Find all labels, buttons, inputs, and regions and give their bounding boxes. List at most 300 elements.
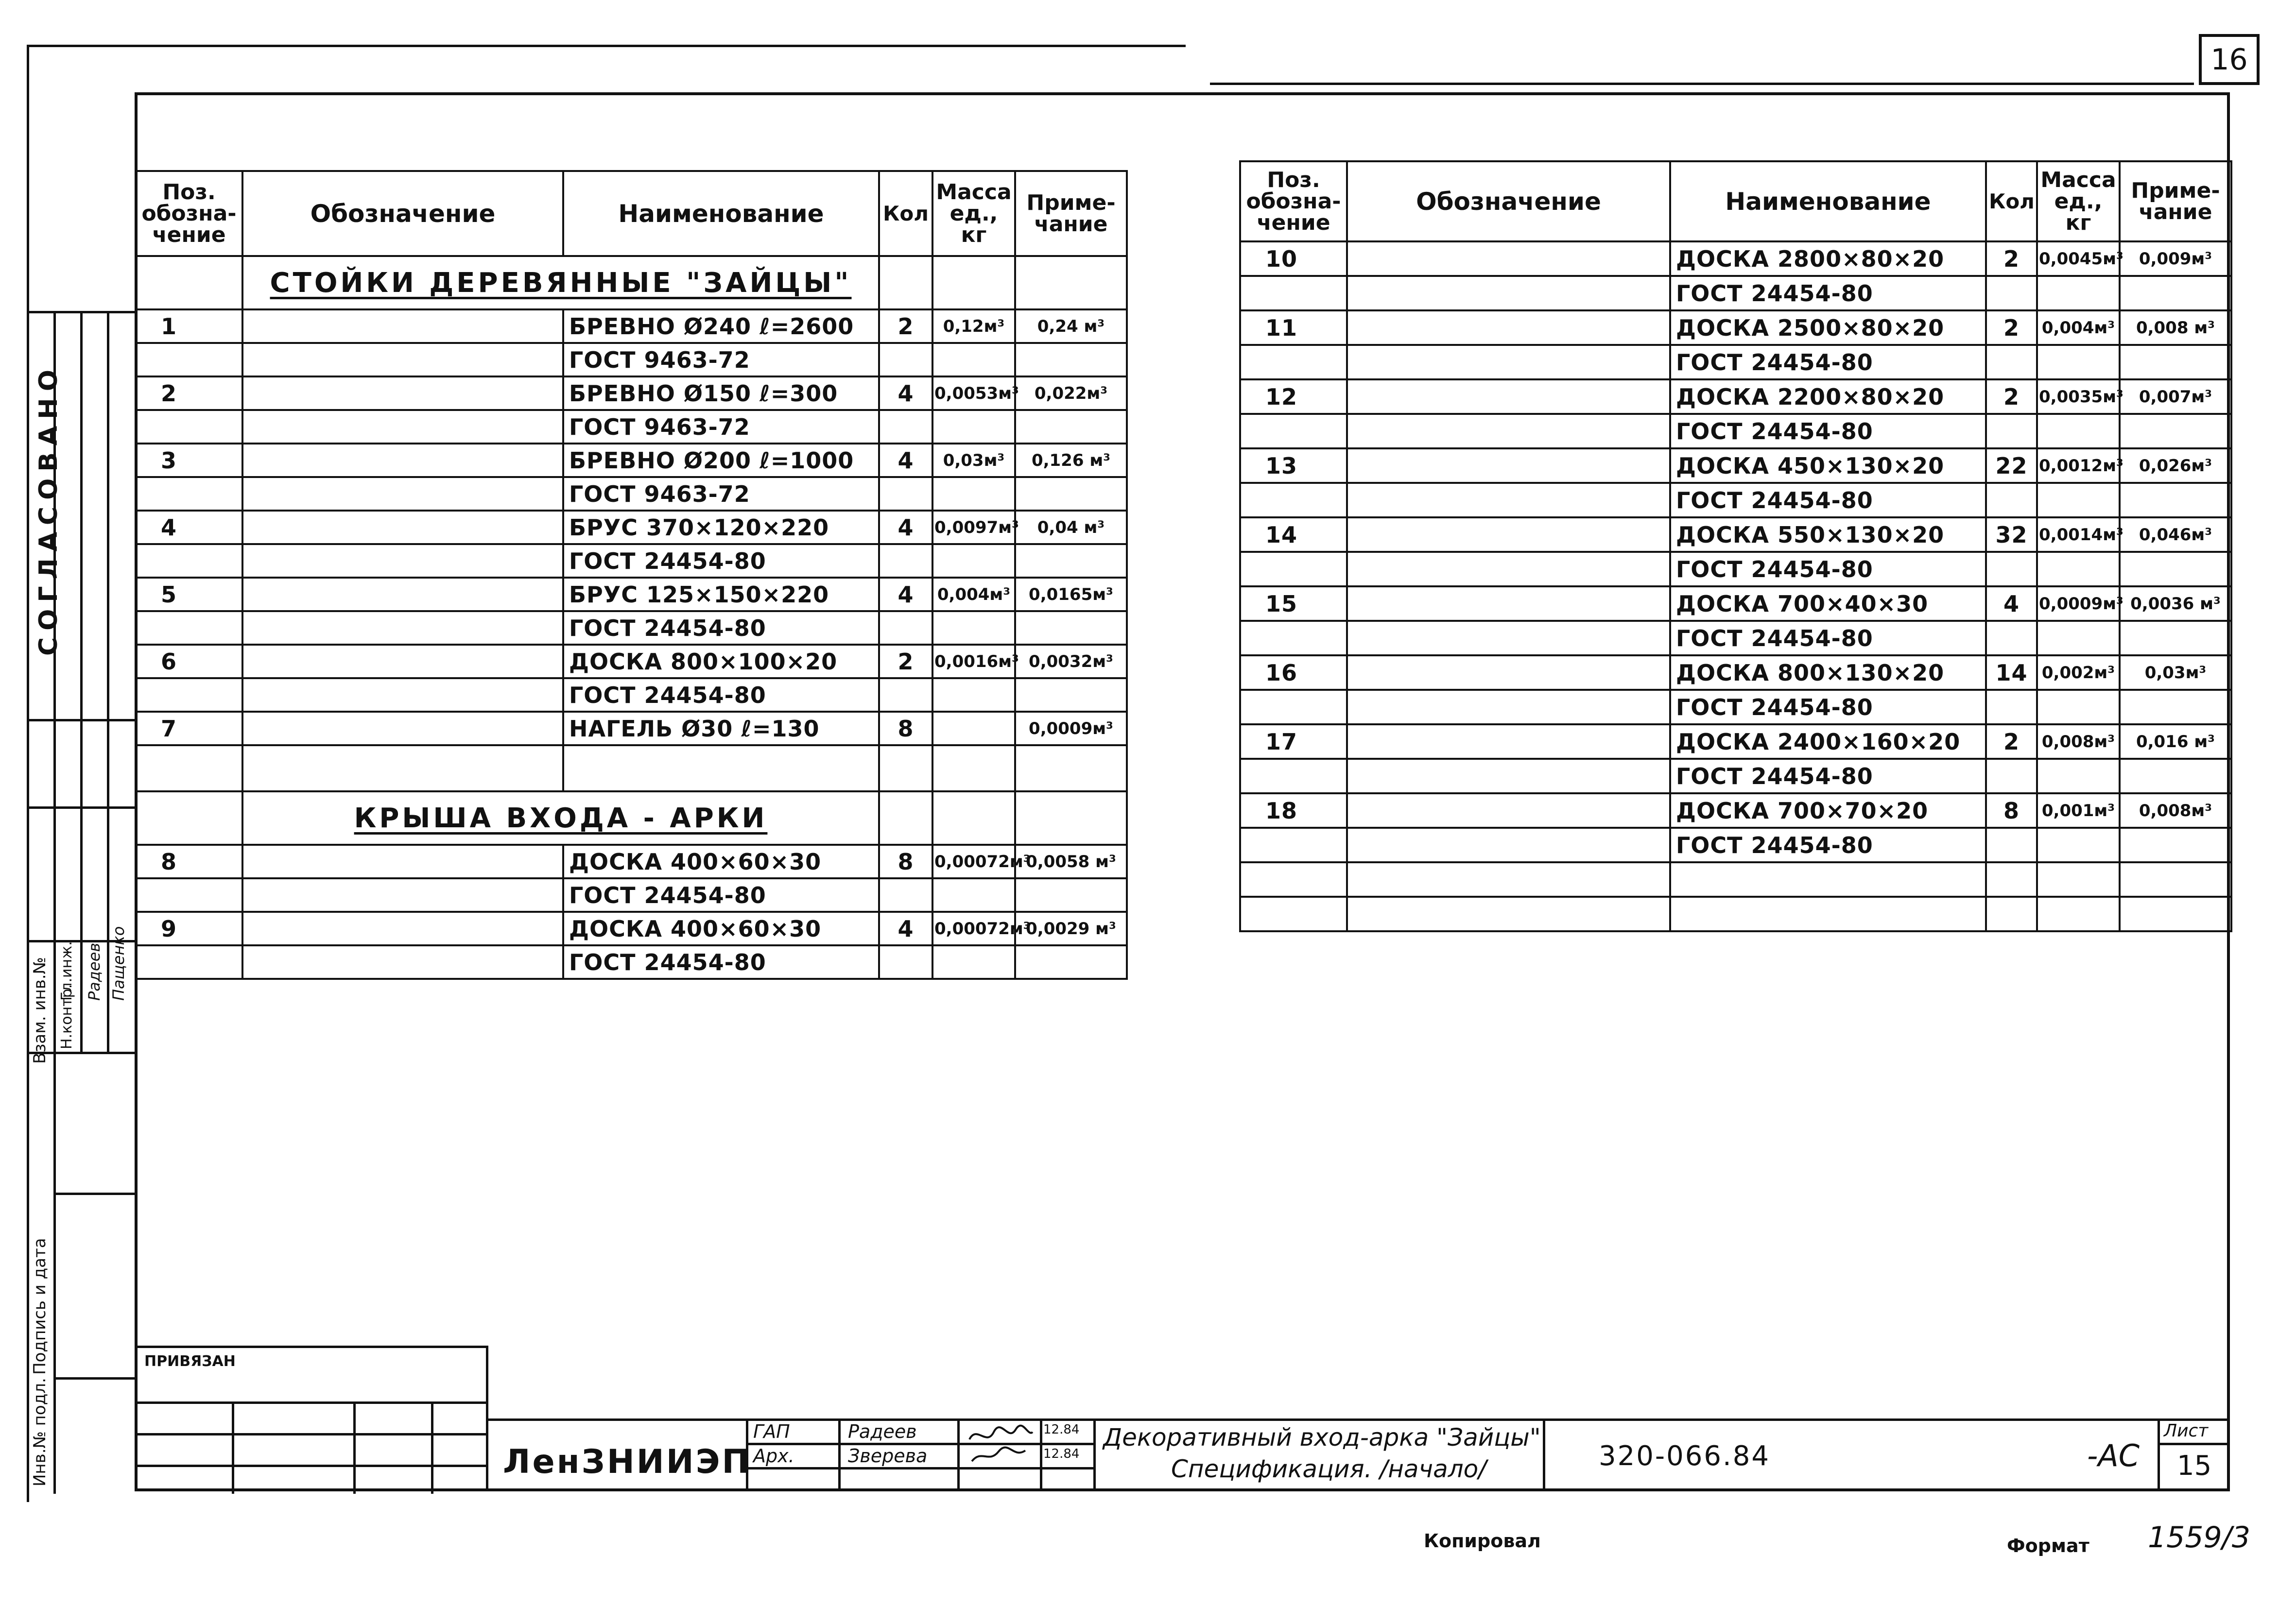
- position-cell: [136, 611, 242, 645]
- table-row: [1240, 862, 2231, 897]
- name-cell: ДОСКА 2800×80×20: [1670, 241, 1986, 276]
- note-cell: 0,026м³: [2120, 448, 2231, 483]
- quantity-cell: 14: [1986, 655, 2037, 690]
- name-cell: ГОСТ 24454-80: [1670, 483, 1986, 517]
- designation-cell: [242, 712, 563, 745]
- name-cell: БРУС 125×150×220: [563, 578, 879, 611]
- position-cell: 9: [136, 912, 242, 945]
- note-cell: [1015, 611, 1127, 645]
- name-gap: Радеев: [848, 1421, 917, 1442]
- designation-cell: [242, 645, 563, 678]
- table-row: [1240, 241, 2231, 276]
- quantity-cell: 4: [879, 511, 932, 544]
- top-border-right: [1210, 83, 2194, 85]
- mass-cell: [2037, 897, 2120, 931]
- footer-format-value: 1559/3: [2148, 1521, 2251, 1555]
- position-cell: [1240, 276, 1347, 310]
- col-designation-header: Обозначение: [242, 171, 563, 256]
- quantity-cell: 2: [1986, 379, 2037, 414]
- name-cell: ДОСКА 400×60×30: [563, 912, 879, 945]
- note-cell: [2120, 621, 2231, 655]
- mass-cell: 0,0053м³: [932, 376, 1015, 410]
- quantity-cell: 2: [879, 645, 932, 678]
- quantity-cell: [879, 343, 932, 376]
- mass-cell: [2037, 483, 2120, 517]
- mass-cell: [2037, 862, 2120, 897]
- position-cell: 3: [136, 444, 242, 477]
- quantity-cell: 4: [1986, 586, 2037, 621]
- table-row: [136, 578, 1127, 611]
- mass-cell: [2037, 345, 2120, 379]
- doc-suffix: -АС: [2087, 1438, 2140, 1473]
- table-row: [1240, 276, 2231, 310]
- note-cell: [1015, 477, 1127, 511]
- position-cell: 13: [1240, 448, 1347, 483]
- mass-cell: 0,12м³: [932, 309, 1015, 343]
- quantity-cell: 4: [879, 444, 932, 477]
- right-table-header: [1240, 161, 2231, 241]
- designation-cell: [1347, 759, 1670, 793]
- position-cell: [136, 343, 242, 376]
- table-row: [1240, 379, 2231, 414]
- designation-cell: [1347, 690, 1670, 724]
- mass-cell: 0,0097м³: [932, 511, 1015, 544]
- designation-cell: [242, 578, 563, 611]
- note-cell: 0,009м³: [2120, 241, 2231, 276]
- col-mass-header: Масса ед., кг: [932, 171, 1015, 256]
- designation-cell: [242, 611, 563, 645]
- name-cell: БРЕВНО Ø240 ℓ=2600: [563, 309, 879, 343]
- position-cell: 7: [136, 712, 242, 745]
- top-border-left: [27, 45, 1186, 47]
- quantity-cell: [1986, 276, 2037, 310]
- table-row: [136, 712, 1127, 745]
- designation-cell: [242, 343, 563, 376]
- col-note-header: Приме- чание: [1015, 171, 1127, 256]
- section-title-roof: КРЫША ВХОДА - АРКИ: [242, 791, 879, 845]
- strip-name-1: Радеев: [85, 942, 104, 1001]
- mass-cell: 0,008м³: [2037, 724, 2120, 759]
- quantity-cell: [1986, 414, 2037, 448]
- mass-cell: [932, 712, 1015, 745]
- note-cell: 0,03м³: [2120, 655, 2231, 690]
- mass-cell: 0,00072м³: [932, 845, 1015, 878]
- note-cell: 0,0009м³: [1015, 712, 1127, 745]
- designation-cell: [242, 309, 563, 343]
- designation-cell: [1347, 552, 1670, 586]
- table-row: [136, 343, 1127, 376]
- note-cell: [1015, 945, 1127, 979]
- name-cell: БРЕВНО Ø200 ℓ=1000: [563, 444, 879, 477]
- quantity-cell: 22: [1986, 448, 2037, 483]
- name-cell: ГОСТ 24454-80: [563, 544, 879, 578]
- mass-cell: [2037, 552, 2120, 586]
- table-row: [1240, 828, 2231, 862]
- table-row: [1240, 517, 2231, 552]
- mass-cell: [932, 343, 1015, 376]
- note-cell: [1015, 343, 1127, 376]
- name-cell: ГОСТ 24454-80: [1670, 690, 1986, 724]
- role-gap: ГАП: [753, 1421, 790, 1442]
- sheet-label: Лист: [2164, 1421, 2209, 1441]
- name-cell: ДОСКА 450×130×20: [1670, 448, 1986, 483]
- table-row: [136, 878, 1127, 912]
- name-cell: ДОСКА 700×40×30: [1670, 586, 1986, 621]
- quantity-cell: [1986, 897, 2037, 931]
- position-cell: 2: [136, 376, 242, 410]
- position-cell: 18: [1240, 793, 1347, 828]
- quantity-cell: 4: [879, 578, 932, 611]
- name-cell: ГОСТ 24454-80: [563, 878, 879, 912]
- designation-cell: [242, 544, 563, 578]
- note-cell: 0,0032м³: [1015, 645, 1127, 678]
- mass-cell: [932, 878, 1015, 912]
- position-cell: [1240, 414, 1347, 448]
- table-row: [1240, 897, 2231, 931]
- mass-cell: 0,03м³: [932, 444, 1015, 477]
- quantity-cell: [1986, 862, 2037, 897]
- mass-cell: 0,002м³: [2037, 655, 2120, 690]
- note-cell: [2120, 690, 2231, 724]
- position-cell: [1240, 483, 1347, 517]
- drawing-title-1: Декоративный вход-арка "Зайцы": [1103, 1423, 1541, 1452]
- col-pos-header: Поз. обозна- чение: [1240, 161, 1347, 241]
- name-cell: ДОСКА 2200×80×20: [1670, 379, 1986, 414]
- position-cell: [1240, 828, 1347, 862]
- mass-cell: 0,0045м³: [2037, 241, 2120, 276]
- note-cell: [2120, 276, 2231, 310]
- quantity-cell: 8: [1986, 793, 2037, 828]
- name-cell: ГОСТ 9463-72: [563, 343, 879, 376]
- quantity-cell: [879, 611, 932, 645]
- note-cell: [1015, 544, 1127, 578]
- position-cell: 14: [1240, 517, 1347, 552]
- right-spec-table: [1239, 160, 2232, 932]
- role-label-1: Н.контр.: [58, 984, 75, 1049]
- quantity-cell: [879, 678, 932, 712]
- org-name: ЛенЗНИИЭП: [503, 1443, 752, 1481]
- role-label-2: Гл.инж.: [58, 941, 75, 1001]
- mass-cell: [2037, 414, 2120, 448]
- name-cell: БРЕВНО Ø150 ℓ=300: [563, 376, 879, 410]
- drawing-title-2: Спецификация. /начало/: [1171, 1455, 1487, 1483]
- note-cell: 0,0029 м³: [1015, 912, 1127, 945]
- mass-cell: 0,0014м³: [2037, 517, 2120, 552]
- name-cell: ДОСКА 2500×80×20: [1670, 310, 1986, 345]
- table-row: [136, 376, 1127, 410]
- quantity-cell: [1986, 621, 2037, 655]
- sheet-number: 15: [2177, 1450, 2212, 1482]
- title-block: [488, 1418, 2230, 1491]
- mass-cell: [2037, 690, 2120, 724]
- position-cell: 17: [1240, 724, 1347, 759]
- attached-label: ПРИВЯЗАН: [144, 1353, 236, 1370]
- designation-cell: [1347, 897, 1670, 931]
- designation-cell: [1347, 517, 1670, 552]
- position-cell: [1240, 759, 1347, 793]
- designation-cell: [1347, 414, 1670, 448]
- mass-cell: [932, 611, 1015, 645]
- table-row: [1240, 690, 2231, 724]
- note-cell: 0,0058 м³: [1015, 845, 1127, 878]
- name-cell: ГОСТ 24454-80: [563, 945, 879, 979]
- note-cell: [2120, 552, 2231, 586]
- name-cell: ГОСТ 24454-80: [1670, 345, 1986, 379]
- role-arch: Арх.: [753, 1445, 794, 1467]
- table-row: [136, 912, 1127, 945]
- section-title-stands: СТОЙКИ ДЕРЕВЯННЫЕ "ЗАЙЦЫ": [242, 256, 879, 309]
- position-cell: [136, 477, 242, 511]
- note-cell: 0,008м³: [2120, 793, 2231, 828]
- note-cell: [2120, 345, 2231, 379]
- table-row: [1240, 793, 2231, 828]
- designation-cell: [242, 511, 563, 544]
- footer-copied: Копировал: [1424, 1530, 1541, 1552]
- quantity-cell: 2: [1986, 241, 2037, 276]
- col-name-header: Наименование: [563, 171, 879, 256]
- designation-cell: [242, 878, 563, 912]
- quantity-cell: [879, 878, 932, 912]
- designation-cell: [242, 678, 563, 712]
- designation-cell: [1347, 862, 1670, 897]
- position-cell: 15: [1240, 586, 1347, 621]
- sign-date-label: Подпись и дата: [30, 1238, 50, 1375]
- col-note-header: Приме- чание: [2120, 161, 2231, 241]
- designation-cell: [1347, 793, 1670, 828]
- quantity-cell: 8: [879, 712, 932, 745]
- designation-cell: [1347, 621, 1670, 655]
- name-cell: ГОСТ 24454-80: [1670, 759, 1986, 793]
- note-cell: 0,0165м³: [1015, 578, 1127, 611]
- name-cell: ДОСКА 400×60×30: [563, 845, 879, 878]
- quantity-cell: [1986, 828, 2037, 862]
- mass-cell: [2037, 759, 2120, 793]
- table-row: [136, 444, 1127, 477]
- designation-cell: [242, 410, 563, 444]
- position-cell: [136, 544, 242, 578]
- note-cell: [2120, 897, 2231, 931]
- designation-cell: [1347, 655, 1670, 690]
- designation-cell: [1347, 276, 1670, 310]
- position-cell: [136, 945, 242, 979]
- note-cell: [2120, 862, 2231, 897]
- position-cell: [1240, 897, 1347, 931]
- name-cell: [1670, 862, 1986, 897]
- table-row: [136, 477, 1127, 511]
- name-cell: ГОСТ 24454-80: [1670, 828, 1986, 862]
- table-row: [136, 678, 1127, 712]
- table-row: [1240, 759, 2231, 793]
- name-arch: Зверева: [848, 1445, 928, 1467]
- note-cell: 0,008 м³: [2120, 310, 2231, 345]
- table-row: [136, 611, 1127, 645]
- name-cell: ДОСКА 700×70×20: [1670, 793, 1986, 828]
- quantity-cell: 32: [1986, 517, 2037, 552]
- designation-cell: [242, 444, 563, 477]
- name-cell: ГОСТ 24454-80: [1670, 414, 1986, 448]
- col-name-header: Наименование: [1670, 161, 1986, 241]
- table-row: [136, 511, 1127, 544]
- table-row: [1240, 586, 2231, 621]
- note-cell: 0,04 м³: [1015, 511, 1127, 544]
- table-row: [136, 544, 1127, 578]
- mass-cell: 0,0009м³: [2037, 586, 2120, 621]
- note-cell: [1015, 410, 1127, 444]
- quantity-cell: [1986, 552, 2037, 586]
- mass-cell: [2037, 276, 2120, 310]
- table-row: [1240, 483, 2231, 517]
- quantity-cell: 4: [879, 912, 932, 945]
- designation-cell: [242, 376, 563, 410]
- name-cell: ДОСКА 2400×160×20: [1670, 724, 1986, 759]
- designation-cell: [1347, 483, 1670, 517]
- position-cell: [1240, 862, 1347, 897]
- table-row: [1240, 345, 2231, 379]
- mass-cell: 0,001м³: [2037, 793, 2120, 828]
- left-table-header: [136, 171, 1127, 256]
- mass-cell: 0,004м³: [932, 578, 1015, 611]
- quantity-cell: [879, 544, 932, 578]
- position-cell: [1240, 621, 1347, 655]
- table-row: [1240, 552, 2231, 586]
- position-cell: 11: [1240, 310, 1347, 345]
- name-cell: БРУС 370×120×220: [563, 511, 879, 544]
- left-spec-table: [135, 170, 1128, 980]
- position-cell: [136, 878, 242, 912]
- note-cell: 0,0036 м³: [2120, 586, 2231, 621]
- date-arch: 12.84: [1043, 1447, 1080, 1461]
- name-cell: [1670, 897, 1986, 931]
- note-cell: 0,016 м³: [2120, 724, 2231, 759]
- note-cell: [1015, 678, 1127, 712]
- designation-cell: [1347, 241, 1670, 276]
- designation-cell: [1347, 345, 1670, 379]
- mass-cell: [932, 945, 1015, 979]
- mass-cell: 0,0016м³: [932, 645, 1015, 678]
- note-cell: [2120, 759, 2231, 793]
- mass-cell: 0,00072м³: [932, 912, 1015, 945]
- designation-cell: [242, 845, 563, 878]
- col-qty-header: Кол: [879, 171, 932, 256]
- table-row: [136, 645, 1127, 678]
- designation-cell: [1347, 379, 1670, 414]
- note-cell: 0,046м³: [2120, 517, 2231, 552]
- name-cell: ГОСТ 24454-80: [563, 611, 879, 645]
- designation-cell: [242, 945, 563, 979]
- note-cell: [1015, 878, 1127, 912]
- table-row: [1240, 310, 2231, 345]
- top-page-number: 16: [2199, 34, 2260, 85]
- position-cell: 8: [136, 845, 242, 878]
- position-cell: 16: [1240, 655, 1347, 690]
- quantity-cell: 2: [1986, 310, 2037, 345]
- col-pos-header: Поз. обозна- чение: [136, 171, 242, 256]
- table-row: [136, 945, 1127, 979]
- quantity-cell: [1986, 759, 2037, 793]
- position-cell: 4: [136, 511, 242, 544]
- table-row: [136, 845, 1127, 878]
- quantity-cell: 4: [879, 376, 932, 410]
- table-row: [1240, 414, 2231, 448]
- mass-cell: [2037, 621, 2120, 655]
- note-cell: 0,126 м³: [1015, 444, 1127, 477]
- position-cell: [136, 410, 242, 444]
- quantity-cell: [1986, 483, 2037, 517]
- position-cell: [1240, 345, 1347, 379]
- position-cell: 10: [1240, 241, 1347, 276]
- col-designation-header: Обозначение: [1347, 161, 1670, 241]
- position-cell: 5: [136, 578, 242, 611]
- col-mass-header: Масса ед., кг: [2037, 161, 2120, 241]
- table-row: [1240, 724, 2231, 759]
- note-cell: [2120, 483, 2231, 517]
- footer-format: Формат: [2007, 1535, 2089, 1556]
- date-gap: 12.84: [1043, 1422, 1080, 1437]
- quantity-cell: [1986, 690, 2037, 724]
- name-cell: ДОСКА 550×130×20: [1670, 517, 1986, 552]
- name-cell: ГОСТ 24454-80: [1670, 276, 1986, 310]
- designation-cell: [1347, 310, 1670, 345]
- mass-cell: 0,004м³: [2037, 310, 2120, 345]
- position-cell: [136, 678, 242, 712]
- designation-cell: [242, 477, 563, 511]
- note-cell: [2120, 828, 2231, 862]
- mass-cell: [932, 410, 1015, 444]
- table-row: [136, 309, 1127, 343]
- note-cell: 0,007м³: [2120, 379, 2231, 414]
- strip-name-2: Пащенко: [109, 926, 128, 1001]
- inv-repl-label: Взам. инв.№: [30, 957, 50, 1064]
- table-row: [1240, 655, 2231, 690]
- name-cell: ГОСТ 24454-80: [1670, 621, 1986, 655]
- name-cell: ГОСТ 24454-80: [1670, 552, 1986, 586]
- mass-cell: 0,0035м³: [2037, 379, 2120, 414]
- name-cell: ДОСКА 800×100×20: [563, 645, 879, 678]
- mass-cell: [932, 678, 1015, 712]
- quantity-cell: [879, 410, 932, 444]
- col-qty-header: Кол: [1986, 161, 2037, 241]
- agreed-label: СОГЛАСОВАНО: [34, 363, 63, 656]
- name-cell: ГОСТ 9463-72: [563, 410, 879, 444]
- quantity-cell: [879, 945, 932, 979]
- quantity-cell: 2: [1986, 724, 2037, 759]
- designation-cell: [1347, 724, 1670, 759]
- inv-orig-label: Инв.№ подл.: [30, 1378, 50, 1486]
- table-row: [1240, 621, 2231, 655]
- quantity-cell: 8: [879, 845, 932, 878]
- attached-box: [135, 1346, 488, 1491]
- designation-cell: [1347, 586, 1670, 621]
- mass-cell: [2037, 828, 2120, 862]
- doc-code: 320-066.84: [1599, 1440, 1771, 1472]
- note-cell: [2120, 414, 2231, 448]
- position-cell: 1: [136, 309, 242, 343]
- name-cell: ГОСТ 9463-72: [563, 477, 879, 511]
- note-cell: 0,24 м³: [1015, 309, 1127, 343]
- signature-image: [967, 1422, 1035, 1466]
- name-cell: ДОСКА 800×130×20: [1670, 655, 1986, 690]
- position-cell: 12: [1240, 379, 1347, 414]
- table-row: [136, 410, 1127, 444]
- quantity-cell: [879, 477, 932, 511]
- designation-cell: [1347, 448, 1670, 483]
- table-row: [1240, 448, 2231, 483]
- mass-cell: [932, 477, 1015, 511]
- designation-cell: [1347, 828, 1670, 862]
- note-cell: 0,022м³: [1015, 376, 1127, 410]
- quantity-cell: 2: [879, 309, 932, 343]
- mass-cell: [932, 544, 1015, 578]
